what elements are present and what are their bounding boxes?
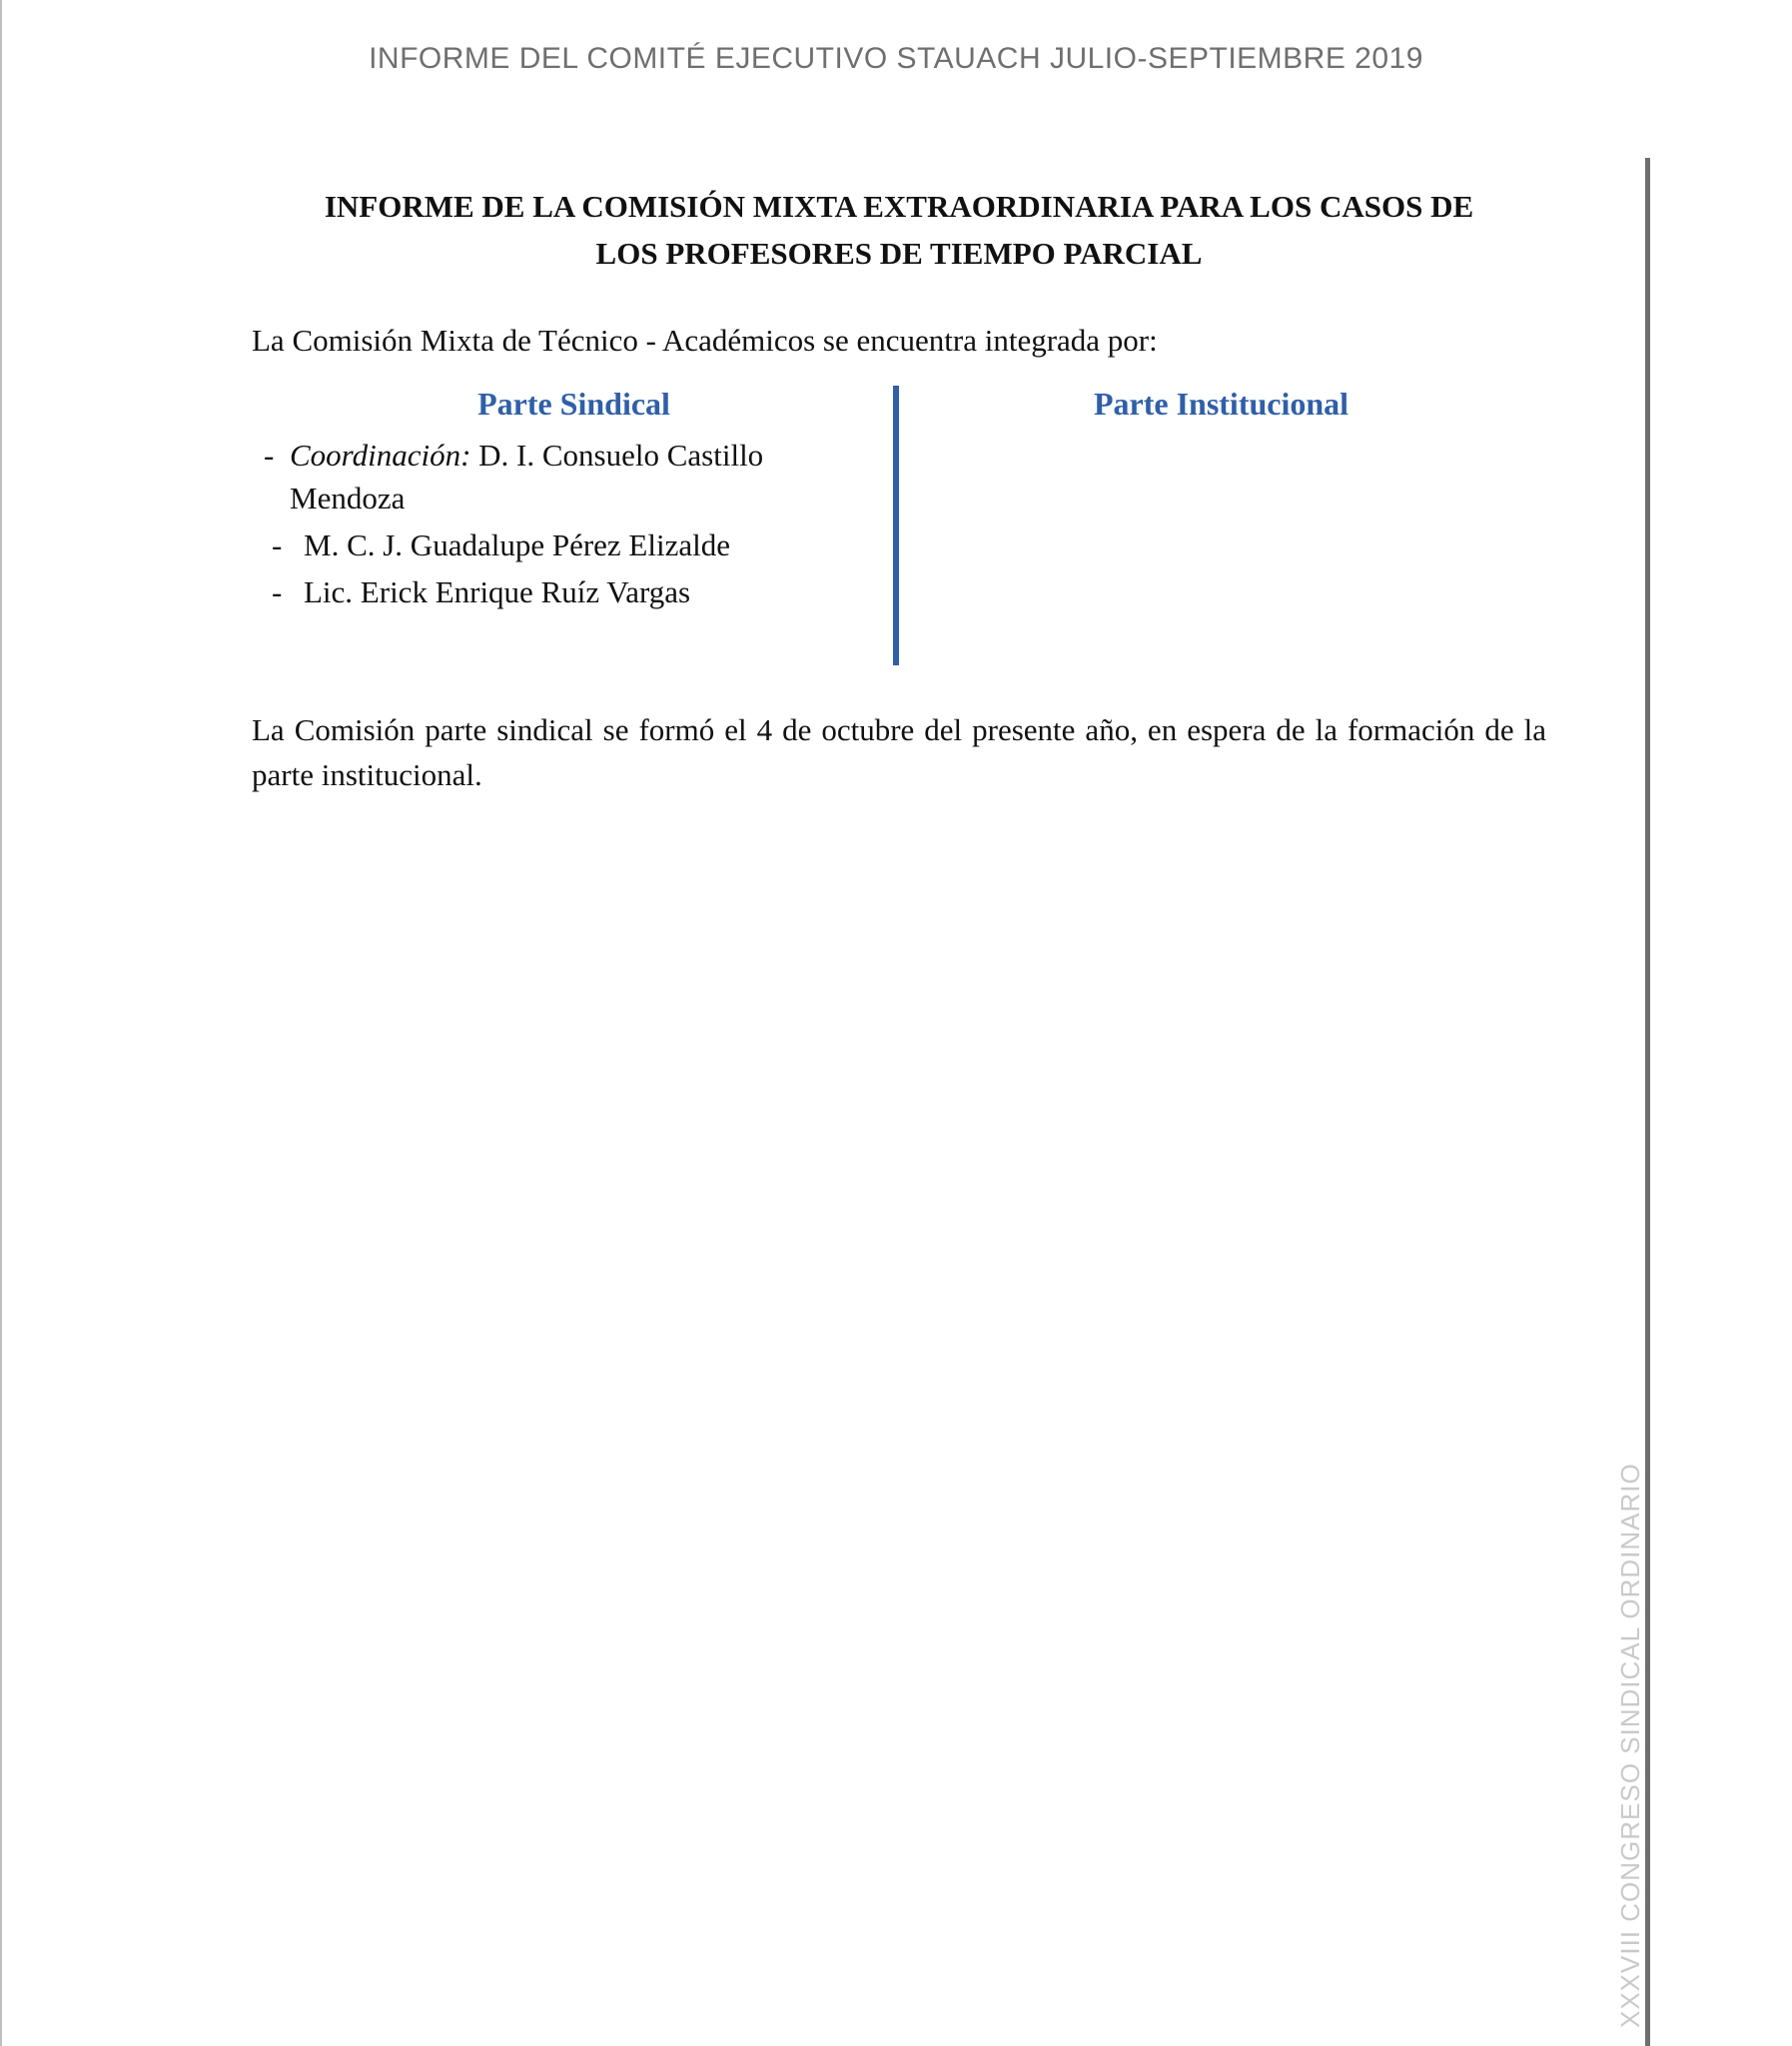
- document-title-line-1: INFORME DE LA COMISIÓN MIXTA EXTRAORDINARIA PARA LOS CASOS DE: [324, 189, 1474, 224]
- running-header: INFORME DEL COMITÉ EJECUTIVO STAUACH JULIO-SEPTIEMBRE 2019: [369, 42, 1423, 75]
- intro-sentence: La Comisión Mixta de Técnico - Académicos se encuentra integrada por:: [252, 323, 1158, 358]
- member-item: [252, 434, 871, 519]
- member-name: D. I. Consuelo Castillo Mendoza: [290, 438, 764, 515]
- member-item: [252, 570, 871, 613]
- page-edge: [0, 0, 2, 2046]
- vertical-sidebar-text: XXXVIII CONGRESO SINDICAL ORDINARIO: [1615, 1463, 1645, 2028]
- document-title: [250, 183, 1548, 277]
- member-role: Coordinación:: [290, 438, 471, 473]
- column-divider: [893, 386, 899, 665]
- document-title-line-2: LOS PROFESORES DE TIEMPO PARCIAL: [595, 236, 1203, 271]
- member-item: [252, 523, 871, 566]
- parte-sindical-heading: Parte Sindical: [477, 386, 670, 422]
- list-dash: -: [272, 574, 283, 609]
- body-paragraph: La Comisión parte sindical se formó el 4 de octubre del presente año, en espera de la formación de la parte institucional.: [252, 712, 1546, 792]
- list-dash: -: [264, 438, 275, 473]
- list-dash: -: [272, 527, 283, 562]
- parte-institucional-heading: Parte Institucional: [1093, 386, 1349, 422]
- member-name: Lic. Erick Enrique Ruíz Vargas: [304, 574, 691, 609]
- sindical-members-list: [252, 434, 871, 617]
- member-name: M. C. J. Guadalupe Pérez Elizalde: [304, 527, 730, 562]
